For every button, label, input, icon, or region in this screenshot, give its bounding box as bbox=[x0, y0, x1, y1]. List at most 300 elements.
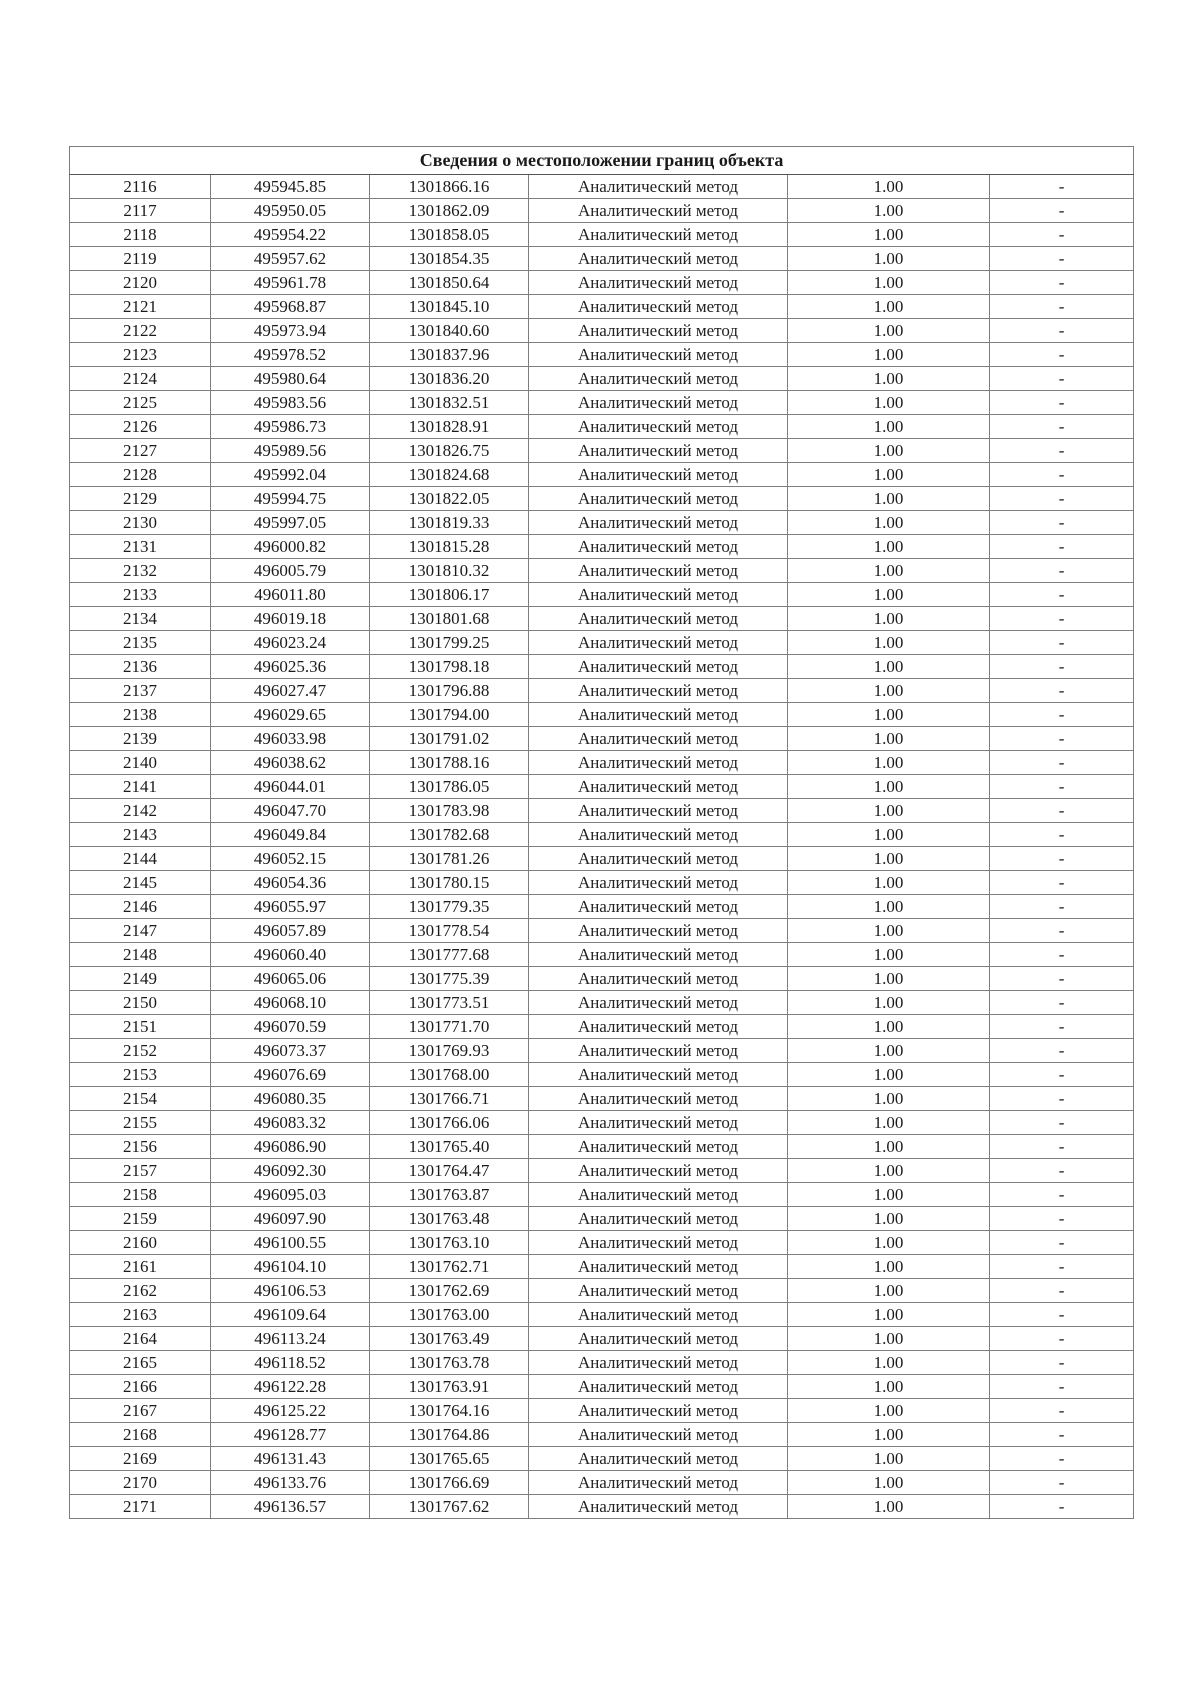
y-coordinate-cell: 1301768.00 bbox=[370, 1063, 529, 1087]
x-coordinate-cell: 496070.59 bbox=[211, 1015, 370, 1039]
accuracy-cell: 1.00 bbox=[788, 487, 990, 511]
table-row bbox=[70, 1063, 1134, 1087]
y-coordinate-cell: 1301798.18 bbox=[370, 655, 529, 679]
accuracy-cell: 1.00 bbox=[788, 463, 990, 487]
x-coordinate-cell: 496109.64 bbox=[211, 1303, 370, 1327]
x-coordinate-cell: 496057.89 bbox=[211, 919, 370, 943]
method-cell: Аналитический метод bbox=[529, 1399, 788, 1423]
point-number-cell: 2140 bbox=[70, 751, 211, 775]
method-cell: Аналитический метод bbox=[529, 607, 788, 631]
point-number-cell: 2166 bbox=[70, 1375, 211, 1399]
accuracy-cell: 1.00 bbox=[788, 1471, 990, 1495]
accuracy-cell: 1.00 bbox=[788, 1327, 990, 1351]
table-row bbox=[70, 391, 1134, 415]
x-coordinate-cell: 495983.56 bbox=[211, 391, 370, 415]
accuracy-cell: 1.00 bbox=[788, 1351, 990, 1375]
x-coordinate-cell: 496047.70 bbox=[211, 799, 370, 823]
accuracy-cell: 1.00 bbox=[788, 847, 990, 871]
y-coordinate-cell: 1301762.71 bbox=[370, 1255, 529, 1279]
x-coordinate-cell: 496118.52 bbox=[211, 1351, 370, 1375]
table-row bbox=[70, 1375, 1134, 1399]
table-row bbox=[70, 943, 1134, 967]
accuracy-cell: 1.00 bbox=[788, 1015, 990, 1039]
description-cell: - bbox=[990, 871, 1134, 895]
table-row bbox=[70, 1303, 1134, 1327]
method-cell: Аналитический метод bbox=[529, 1351, 788, 1375]
point-number-cell: 2154 bbox=[70, 1087, 211, 1111]
method-cell: Аналитический метод bbox=[529, 1279, 788, 1303]
y-coordinate-cell: 1301765.40 bbox=[370, 1135, 529, 1159]
table-row bbox=[70, 1447, 1134, 1471]
description-cell: - bbox=[990, 559, 1134, 583]
method-cell: Аналитический метод bbox=[529, 463, 788, 487]
method-cell: Аналитический метод bbox=[529, 247, 788, 271]
point-number-cell: 2149 bbox=[70, 967, 211, 991]
description-cell: - bbox=[990, 1135, 1134, 1159]
point-number-cell: 2136 bbox=[70, 655, 211, 679]
table-row bbox=[70, 895, 1134, 919]
y-coordinate-cell: 1301791.02 bbox=[370, 727, 529, 751]
method-cell: Аналитический метод bbox=[529, 295, 788, 319]
method-cell: Аналитический метод bbox=[529, 367, 788, 391]
table-row bbox=[70, 1015, 1134, 1039]
point-number-cell: 2119 bbox=[70, 247, 211, 271]
method-cell: Аналитический метод bbox=[529, 919, 788, 943]
accuracy-cell: 1.00 bbox=[788, 295, 990, 319]
x-coordinate-cell: 495973.94 bbox=[211, 319, 370, 343]
y-coordinate-cell: 1301862.09 bbox=[370, 199, 529, 223]
point-number-cell: 2169 bbox=[70, 1447, 211, 1471]
description-cell: - bbox=[990, 655, 1134, 679]
method-cell: Аналитический метод bbox=[529, 727, 788, 751]
description-cell: - bbox=[990, 1303, 1134, 1327]
point-number-cell: 2146 bbox=[70, 895, 211, 919]
accuracy-cell: 1.00 bbox=[788, 823, 990, 847]
accuracy-cell: 1.00 bbox=[788, 943, 990, 967]
point-number-cell: 2123 bbox=[70, 343, 211, 367]
x-coordinate-cell: 496044.01 bbox=[211, 775, 370, 799]
y-coordinate-cell: 1301773.51 bbox=[370, 991, 529, 1015]
y-coordinate-cell: 1301766.06 bbox=[370, 1111, 529, 1135]
table-row bbox=[70, 1135, 1134, 1159]
description-cell: - bbox=[990, 679, 1134, 703]
accuracy-cell: 1.00 bbox=[788, 319, 990, 343]
x-coordinate-cell: 496076.69 bbox=[211, 1063, 370, 1087]
description-cell: - bbox=[990, 1159, 1134, 1183]
point-number-cell: 2156 bbox=[70, 1135, 211, 1159]
table-row bbox=[70, 679, 1134, 703]
description-cell: - bbox=[990, 1327, 1134, 1351]
point-number-cell: 2141 bbox=[70, 775, 211, 799]
method-cell: Аналитический метод bbox=[529, 1375, 788, 1399]
x-coordinate-cell: 496065.06 bbox=[211, 967, 370, 991]
y-coordinate-cell: 1301788.16 bbox=[370, 751, 529, 775]
y-coordinate-cell: 1301775.39 bbox=[370, 967, 529, 991]
y-coordinate-cell: 1301796.88 bbox=[370, 679, 529, 703]
y-coordinate-cell: 1301781.26 bbox=[370, 847, 529, 871]
table-row bbox=[70, 751, 1134, 775]
method-cell: Аналитический метод bbox=[529, 655, 788, 679]
table-row bbox=[70, 439, 1134, 463]
description-cell: - bbox=[990, 1063, 1134, 1087]
x-coordinate-cell: 496122.28 bbox=[211, 1375, 370, 1399]
table-row bbox=[70, 871, 1134, 895]
x-coordinate-cell: 495957.62 bbox=[211, 247, 370, 271]
table-row bbox=[70, 1231, 1134, 1255]
accuracy-cell: 1.00 bbox=[788, 655, 990, 679]
table-row bbox=[70, 847, 1134, 871]
accuracy-cell: 1.00 bbox=[788, 1135, 990, 1159]
table-row bbox=[70, 1087, 1134, 1111]
method-cell: Аналитический метод bbox=[529, 223, 788, 247]
point-number-cell: 2148 bbox=[70, 943, 211, 967]
point-number-cell: 2162 bbox=[70, 1279, 211, 1303]
x-coordinate-cell: 495992.04 bbox=[211, 463, 370, 487]
point-number-cell: 2163 bbox=[70, 1303, 211, 1327]
table-row bbox=[70, 991, 1134, 1015]
description-cell: - bbox=[990, 895, 1134, 919]
y-coordinate-cell: 1301763.49 bbox=[370, 1327, 529, 1351]
table-row bbox=[70, 823, 1134, 847]
y-coordinate-cell: 1301840.60 bbox=[370, 319, 529, 343]
x-coordinate-cell: 496060.40 bbox=[211, 943, 370, 967]
y-coordinate-cell: 1301764.16 bbox=[370, 1399, 529, 1423]
accuracy-cell: 1.00 bbox=[788, 415, 990, 439]
y-coordinate-cell: 1301764.47 bbox=[370, 1159, 529, 1183]
accuracy-cell: 1.00 bbox=[788, 175, 990, 199]
x-coordinate-cell: 495997.05 bbox=[211, 511, 370, 535]
accuracy-cell: 1.00 bbox=[788, 559, 990, 583]
method-cell: Аналитический метод bbox=[529, 391, 788, 415]
point-number-cell: 2127 bbox=[70, 439, 211, 463]
description-cell: - bbox=[990, 799, 1134, 823]
y-coordinate-cell: 1301782.68 bbox=[370, 823, 529, 847]
boundary-coordinates-table bbox=[69, 146, 1134, 1519]
description-cell: - bbox=[990, 991, 1134, 1015]
accuracy-cell: 1.00 bbox=[788, 439, 990, 463]
method-cell: Аналитический метод bbox=[529, 1039, 788, 1063]
table-row bbox=[70, 223, 1134, 247]
method-cell: Аналитический метод bbox=[529, 1327, 788, 1351]
point-number-cell: 2170 bbox=[70, 1471, 211, 1495]
x-coordinate-cell: 496011.80 bbox=[211, 583, 370, 607]
description-cell: - bbox=[990, 1351, 1134, 1375]
table-row bbox=[70, 775, 1134, 799]
x-coordinate-cell: 495950.05 bbox=[211, 199, 370, 223]
x-coordinate-cell: 496125.22 bbox=[211, 1399, 370, 1423]
point-number-cell: 2139 bbox=[70, 727, 211, 751]
table-row bbox=[70, 199, 1134, 223]
y-coordinate-cell: 1301766.71 bbox=[370, 1087, 529, 1111]
y-coordinate-cell: 1301767.62 bbox=[370, 1495, 529, 1519]
method-cell: Аналитический метод bbox=[529, 511, 788, 535]
point-number-cell: 2134 bbox=[70, 607, 211, 631]
method-cell: Аналитический метод bbox=[529, 847, 788, 871]
accuracy-cell: 1.00 bbox=[788, 1183, 990, 1207]
table-row bbox=[70, 511, 1134, 535]
accuracy-cell: 1.00 bbox=[788, 1495, 990, 1519]
table-row bbox=[70, 727, 1134, 751]
accuracy-cell: 1.00 bbox=[788, 1255, 990, 1279]
table-row bbox=[70, 247, 1134, 271]
table-row bbox=[70, 559, 1134, 583]
point-number-cell: 2131 bbox=[70, 535, 211, 559]
method-cell: Аналитический метод bbox=[529, 1183, 788, 1207]
table-row bbox=[70, 967, 1134, 991]
table-body bbox=[70, 175, 1134, 1519]
x-coordinate-cell: 496025.36 bbox=[211, 655, 370, 679]
method-cell: Аналитический метод bbox=[529, 679, 788, 703]
description-cell: - bbox=[990, 1207, 1134, 1231]
point-number-cell: 2137 bbox=[70, 679, 211, 703]
x-coordinate-cell: 495980.64 bbox=[211, 367, 370, 391]
table-row bbox=[70, 463, 1134, 487]
point-number-cell: 2155 bbox=[70, 1111, 211, 1135]
y-coordinate-cell: 1301763.87 bbox=[370, 1183, 529, 1207]
accuracy-cell: 1.00 bbox=[788, 367, 990, 391]
method-cell: Аналитический метод bbox=[529, 1423, 788, 1447]
description-cell: - bbox=[990, 1111, 1134, 1135]
method-cell: Аналитический метод bbox=[529, 895, 788, 919]
point-number-cell: 2135 bbox=[70, 631, 211, 655]
x-coordinate-cell: 496038.62 bbox=[211, 751, 370, 775]
accuracy-cell: 1.00 bbox=[788, 1207, 990, 1231]
method-cell: Аналитический метод bbox=[529, 1447, 788, 1471]
x-coordinate-cell: 495968.87 bbox=[211, 295, 370, 319]
x-coordinate-cell: 496080.35 bbox=[211, 1087, 370, 1111]
description-cell: - bbox=[990, 319, 1134, 343]
table-title: Сведения о местоположении границ объекта bbox=[70, 147, 1134, 175]
x-coordinate-cell: 496136.57 bbox=[211, 1495, 370, 1519]
point-number-cell: 2158 bbox=[70, 1183, 211, 1207]
x-coordinate-cell: 495986.73 bbox=[211, 415, 370, 439]
description-cell: - bbox=[990, 343, 1134, 367]
method-cell: Аналитический метод bbox=[529, 1471, 788, 1495]
method-cell: Аналитический метод bbox=[529, 1303, 788, 1327]
table-row bbox=[70, 175, 1134, 199]
point-number-cell: 2118 bbox=[70, 223, 211, 247]
x-coordinate-cell: 496095.03 bbox=[211, 1183, 370, 1207]
method-cell: Аналитический метод bbox=[529, 751, 788, 775]
description-cell: - bbox=[990, 727, 1134, 751]
x-coordinate-cell: 496113.24 bbox=[211, 1327, 370, 1351]
x-coordinate-cell: 496033.98 bbox=[211, 727, 370, 751]
accuracy-cell: 1.00 bbox=[788, 1039, 990, 1063]
y-coordinate-cell: 1301815.28 bbox=[370, 535, 529, 559]
document-page bbox=[69, 146, 1133, 1519]
description-cell: - bbox=[990, 1015, 1134, 1039]
description-cell: - bbox=[990, 535, 1134, 559]
table-row bbox=[70, 295, 1134, 319]
table-row bbox=[70, 919, 1134, 943]
accuracy-cell: 1.00 bbox=[788, 343, 990, 367]
table-row bbox=[70, 415, 1134, 439]
point-number-cell: 2120 bbox=[70, 271, 211, 295]
accuracy-cell: 1.00 bbox=[788, 199, 990, 223]
y-coordinate-cell: 1301763.48 bbox=[370, 1207, 529, 1231]
point-number-cell: 2161 bbox=[70, 1255, 211, 1279]
method-cell: Аналитический метод bbox=[529, 415, 788, 439]
description-cell: - bbox=[990, 1087, 1134, 1111]
x-coordinate-cell: 496005.79 bbox=[211, 559, 370, 583]
description-cell: - bbox=[990, 175, 1134, 199]
description-cell: - bbox=[990, 1495, 1134, 1519]
description-cell: - bbox=[990, 391, 1134, 415]
description-cell: - bbox=[990, 271, 1134, 295]
y-coordinate-cell: 1301763.00 bbox=[370, 1303, 529, 1327]
x-coordinate-cell: 496104.10 bbox=[211, 1255, 370, 1279]
y-coordinate-cell: 1301762.69 bbox=[370, 1279, 529, 1303]
description-cell: - bbox=[990, 415, 1134, 439]
description-cell: - bbox=[990, 487, 1134, 511]
table-row bbox=[70, 1495, 1134, 1519]
description-cell: - bbox=[990, 1375, 1134, 1399]
description-cell: - bbox=[990, 751, 1134, 775]
description-cell: - bbox=[990, 631, 1134, 655]
y-coordinate-cell: 1301806.17 bbox=[370, 583, 529, 607]
description-cell: - bbox=[990, 919, 1134, 943]
x-coordinate-cell: 496086.90 bbox=[211, 1135, 370, 1159]
x-coordinate-cell: 495978.52 bbox=[211, 343, 370, 367]
point-number-cell: 2125 bbox=[70, 391, 211, 415]
accuracy-cell: 1.00 bbox=[788, 1447, 990, 1471]
accuracy-cell: 1.00 bbox=[788, 511, 990, 535]
y-coordinate-cell: 1301836.20 bbox=[370, 367, 529, 391]
point-number-cell: 2138 bbox=[70, 703, 211, 727]
table-row bbox=[70, 703, 1134, 727]
table-row bbox=[70, 631, 1134, 655]
x-coordinate-cell: 496128.77 bbox=[211, 1423, 370, 1447]
description-cell: - bbox=[990, 1447, 1134, 1471]
point-number-cell: 2165 bbox=[70, 1351, 211, 1375]
accuracy-cell: 1.00 bbox=[788, 799, 990, 823]
y-coordinate-cell: 1301866.16 bbox=[370, 175, 529, 199]
description-cell: - bbox=[990, 199, 1134, 223]
method-cell: Аналитический метод bbox=[529, 1255, 788, 1279]
method-cell: Аналитический метод bbox=[529, 775, 788, 799]
table-row bbox=[70, 343, 1134, 367]
y-coordinate-cell: 1301780.15 bbox=[370, 871, 529, 895]
x-coordinate-cell: 495994.75 bbox=[211, 487, 370, 511]
x-coordinate-cell: 496000.82 bbox=[211, 535, 370, 559]
y-coordinate-cell: 1301766.69 bbox=[370, 1471, 529, 1495]
y-coordinate-cell: 1301769.93 bbox=[370, 1039, 529, 1063]
x-coordinate-cell: 496100.55 bbox=[211, 1231, 370, 1255]
table-row bbox=[70, 1279, 1134, 1303]
accuracy-cell: 1.00 bbox=[788, 271, 990, 295]
accuracy-cell: 1.00 bbox=[788, 775, 990, 799]
accuracy-cell: 1.00 bbox=[788, 223, 990, 247]
y-coordinate-cell: 1301763.91 bbox=[370, 1375, 529, 1399]
description-cell: - bbox=[990, 463, 1134, 487]
accuracy-cell: 1.00 bbox=[788, 631, 990, 655]
point-number-cell: 2152 bbox=[70, 1039, 211, 1063]
point-number-cell: 2144 bbox=[70, 847, 211, 871]
point-number-cell: 2117 bbox=[70, 199, 211, 223]
description-cell: - bbox=[990, 583, 1134, 607]
table-row bbox=[70, 583, 1134, 607]
accuracy-cell: 1.00 bbox=[788, 1303, 990, 1327]
method-cell: Аналитический метод bbox=[529, 487, 788, 511]
method-cell: Аналитический метод bbox=[529, 1087, 788, 1111]
accuracy-cell: 1.00 bbox=[788, 391, 990, 415]
y-coordinate-cell: 1301826.75 bbox=[370, 439, 529, 463]
table-row bbox=[70, 367, 1134, 391]
x-coordinate-cell: 495989.56 bbox=[211, 439, 370, 463]
method-cell: Аналитический метод bbox=[529, 1135, 788, 1159]
table-row bbox=[70, 319, 1134, 343]
method-cell: Аналитический метод bbox=[529, 799, 788, 823]
point-number-cell: 2167 bbox=[70, 1399, 211, 1423]
point-number-cell: 2147 bbox=[70, 919, 211, 943]
y-coordinate-cell: 1301854.35 bbox=[370, 247, 529, 271]
x-coordinate-cell: 496133.76 bbox=[211, 1471, 370, 1495]
table-row bbox=[70, 1207, 1134, 1231]
y-coordinate-cell: 1301794.00 bbox=[370, 703, 529, 727]
accuracy-cell: 1.00 bbox=[788, 1231, 990, 1255]
x-coordinate-cell: 495961.78 bbox=[211, 271, 370, 295]
method-cell: Аналитический метод bbox=[529, 439, 788, 463]
point-number-cell: 2142 bbox=[70, 799, 211, 823]
description-cell: - bbox=[990, 1399, 1134, 1423]
y-coordinate-cell: 1301837.96 bbox=[370, 343, 529, 367]
table-row bbox=[70, 1039, 1134, 1063]
point-number-cell: 2159 bbox=[70, 1207, 211, 1231]
point-number-cell: 2122 bbox=[70, 319, 211, 343]
description-cell: - bbox=[990, 1039, 1134, 1063]
accuracy-cell: 1.00 bbox=[788, 751, 990, 775]
description-cell: - bbox=[990, 1183, 1134, 1207]
table-title-row bbox=[70, 147, 1134, 175]
table-row bbox=[70, 655, 1134, 679]
method-cell: Аналитический метод bbox=[529, 583, 788, 607]
table-row bbox=[70, 1399, 1134, 1423]
method-cell: Аналитический метод bbox=[529, 1207, 788, 1231]
accuracy-cell: 1.00 bbox=[788, 967, 990, 991]
y-coordinate-cell: 1301763.78 bbox=[370, 1351, 529, 1375]
method-cell: Аналитический метод bbox=[529, 175, 788, 199]
method-cell: Аналитический метод bbox=[529, 823, 788, 847]
method-cell: Аналитический метод bbox=[529, 1231, 788, 1255]
accuracy-cell: 1.00 bbox=[788, 895, 990, 919]
x-coordinate-cell: 496092.30 bbox=[211, 1159, 370, 1183]
y-coordinate-cell: 1301779.35 bbox=[370, 895, 529, 919]
accuracy-cell: 1.00 bbox=[788, 727, 990, 751]
point-number-cell: 2151 bbox=[70, 1015, 211, 1039]
point-number-cell: 2150 bbox=[70, 991, 211, 1015]
method-cell: Аналитический метод bbox=[529, 703, 788, 727]
point-number-cell: 2124 bbox=[70, 367, 211, 391]
table-row bbox=[70, 1111, 1134, 1135]
table-row bbox=[70, 1183, 1134, 1207]
point-number-cell: 2129 bbox=[70, 487, 211, 511]
table-row bbox=[70, 1255, 1134, 1279]
x-coordinate-cell: 496023.24 bbox=[211, 631, 370, 655]
description-cell: - bbox=[990, 1231, 1134, 1255]
x-coordinate-cell: 496052.15 bbox=[211, 847, 370, 871]
y-coordinate-cell: 1301824.68 bbox=[370, 463, 529, 487]
point-number-cell: 2116 bbox=[70, 175, 211, 199]
method-cell: Аналитический метод bbox=[529, 1111, 788, 1135]
point-number-cell: 2168 bbox=[70, 1423, 211, 1447]
point-number-cell: 2160 bbox=[70, 1231, 211, 1255]
point-number-cell: 2164 bbox=[70, 1327, 211, 1351]
accuracy-cell: 1.00 bbox=[788, 607, 990, 631]
point-number-cell: 2126 bbox=[70, 415, 211, 439]
method-cell: Аналитический метод bbox=[529, 967, 788, 991]
x-coordinate-cell: 495954.22 bbox=[211, 223, 370, 247]
x-coordinate-cell: 496106.53 bbox=[211, 1279, 370, 1303]
